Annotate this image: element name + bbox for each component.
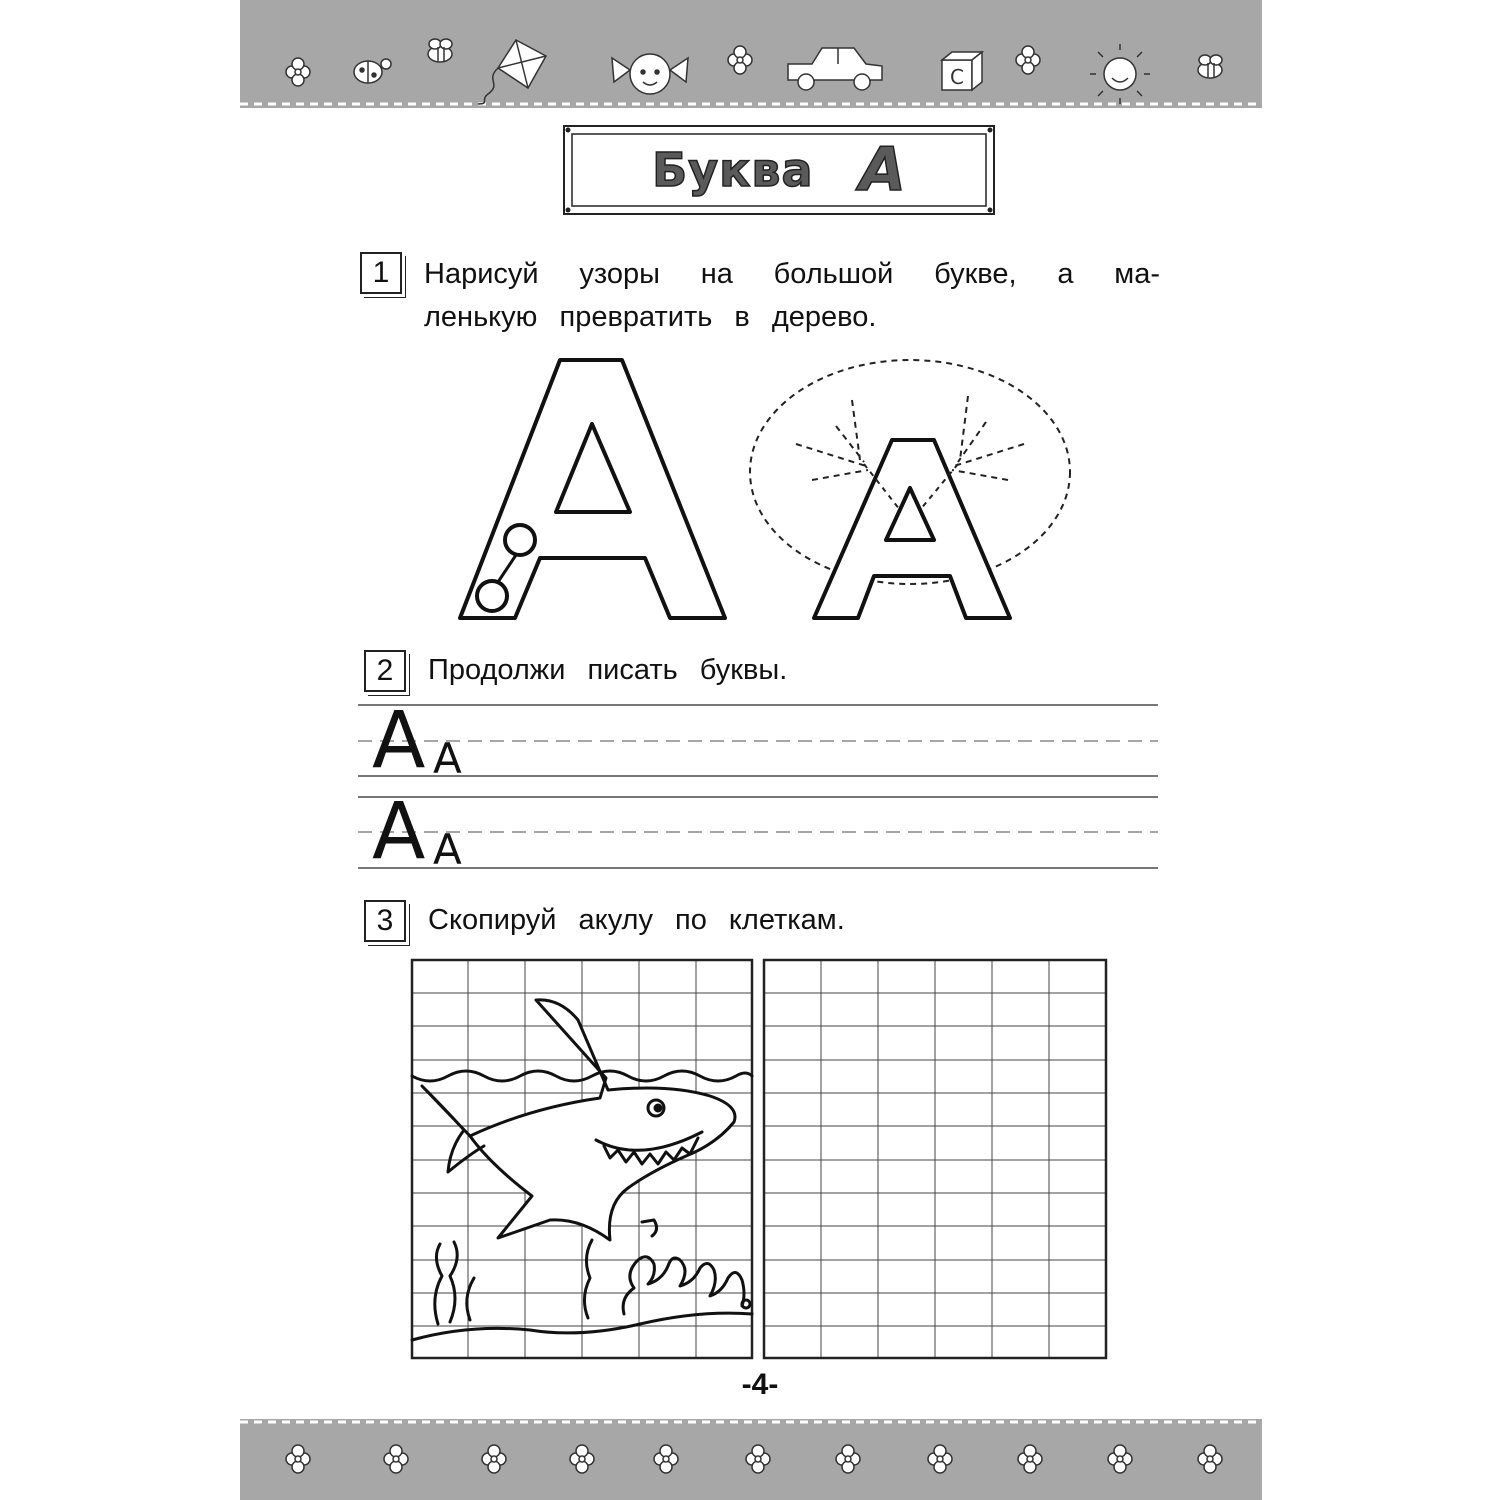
footer-band xyxy=(240,1419,1262,1500)
flower-icon xyxy=(836,1445,860,1473)
flower-icon xyxy=(286,58,310,86)
sample-lower-a-row-2: А xyxy=(433,825,462,874)
flower-icon xyxy=(570,1445,594,1473)
flower-icon xyxy=(654,1445,678,1473)
flower-icon xyxy=(1016,46,1040,74)
flower-icon xyxy=(1018,1445,1042,1473)
title-word: Буква xyxy=(652,143,814,197)
title-letter: А xyxy=(859,135,906,205)
kite-icon xyxy=(478,40,546,104)
flower-icon xyxy=(1108,1445,1132,1473)
task-1-text-line-1 xyxy=(424,252,1160,296)
flower-icon xyxy=(286,1445,310,1473)
task-1-number: 1 xyxy=(360,252,402,294)
header-band xyxy=(240,0,1262,108)
task-3-text: Скопируй акулу по клеткам. xyxy=(428,904,845,936)
letters-drawing xyxy=(420,340,1100,630)
page-number: -4- xyxy=(741,1368,779,1401)
flower-icon xyxy=(746,1445,770,1473)
sun-icon xyxy=(1090,44,1150,104)
sample-lower-a-row-1: А xyxy=(433,734,462,783)
ladybug-icon xyxy=(354,59,391,83)
word: Нарисуй xyxy=(424,258,539,290)
flower-icon xyxy=(728,46,752,74)
big-letter-a xyxy=(460,360,725,618)
flower-icon xyxy=(1198,1445,1222,1473)
word: узоры xyxy=(579,258,660,290)
bee-icon xyxy=(428,39,452,62)
task-3-number: 3 xyxy=(364,900,406,942)
sample-upper-a-row-1: А xyxy=(372,696,426,786)
task-2-text: Продолжи писать буквы. xyxy=(428,654,788,686)
empty-grid xyxy=(764,960,1106,1358)
word: большой xyxy=(773,258,894,290)
small-letter-a xyxy=(814,440,1010,618)
girl-face-icon xyxy=(612,54,688,94)
flower-icon xyxy=(482,1445,506,1473)
copy-grids xyxy=(410,958,1110,1360)
word: а xyxy=(1057,258,1074,290)
writing-lines xyxy=(358,700,1158,876)
task-1-text-line-2: ленькую превратить в дерево. xyxy=(424,301,877,333)
flower-icon xyxy=(928,1445,952,1473)
block-c-icon xyxy=(942,52,982,90)
title-board xyxy=(562,124,996,216)
word: букве, xyxy=(934,258,1017,290)
task-2-number: 2 xyxy=(364,650,406,692)
sample-upper-a-row-2: А xyxy=(372,787,426,877)
car-icon xyxy=(788,48,882,90)
bee-icon xyxy=(1198,55,1222,78)
word: ма- xyxy=(1114,258,1160,290)
flower-icon xyxy=(384,1445,408,1473)
svg-text:C: C xyxy=(950,65,964,89)
word: на xyxy=(700,258,733,290)
